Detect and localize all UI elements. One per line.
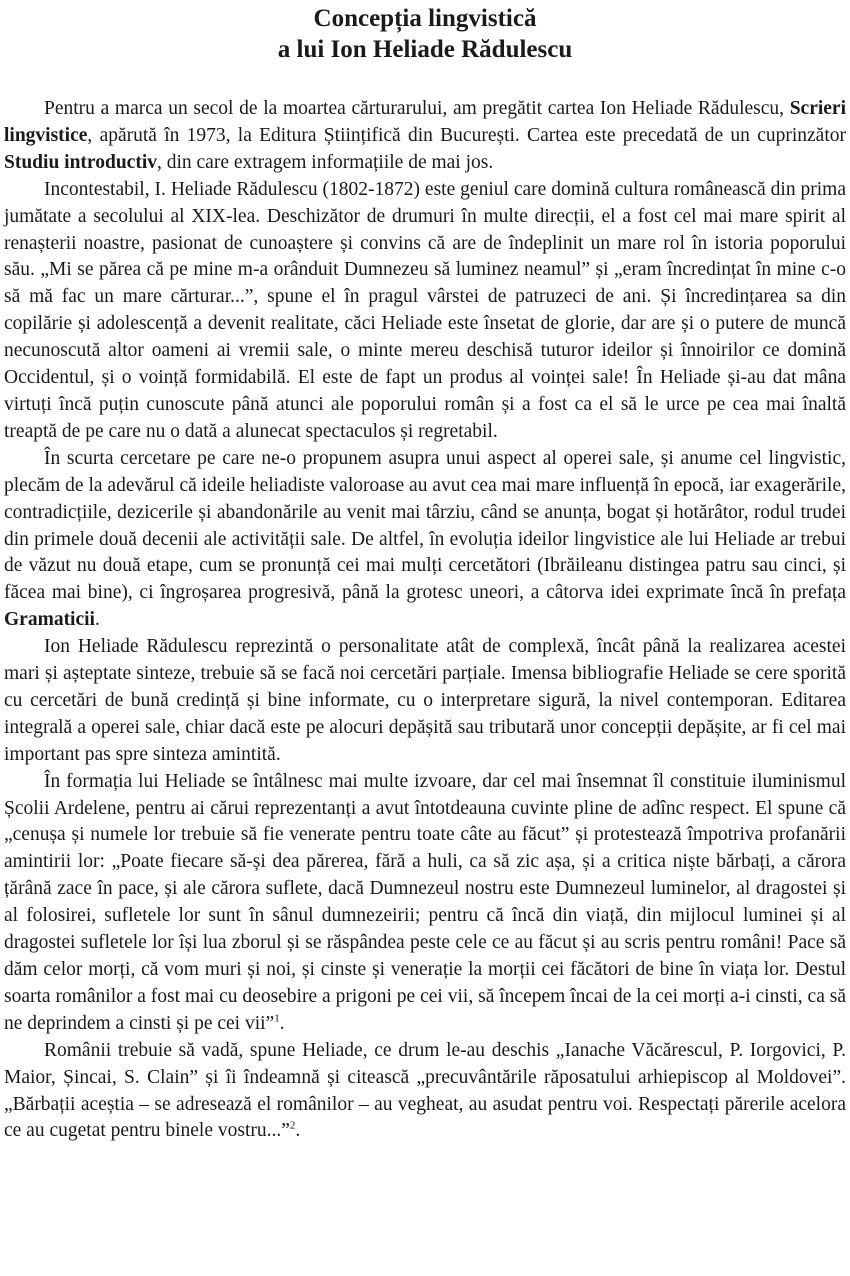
paragraph-5-text-a: În formația lui Heliade se întâlnesc mai multe izvoare, dar cel mai însemnat îl constituie iluminismul Școlii Ardelene, pentru ai cărui reprezentanți a avut întotdeauna cuvinte pline de adînc respect. El spune că „cenușa și numele lor trebuie să fie venerate pentru toate câte au făcut” și protestează împotriva profanării amintirii lor: „Poate fiecare să-și dea părerea, fără a huli, ca să zic așa, și a critica niște bărbați, a cărora țărână zace în pace, și ale cărora suflete, dacă Dumnezeul nostru este Dumnezeul luminelor, al dragostei și al folosirei, sufletele lor sunt în sânul dumnezeirii; pentru că încă din viață, din mijlocul luminei și al dragostei sufletele lor își lua zborul și se răspândea peste cele ce au făcut și au scris pentru români! Pace să dăm celor morți, că vom muri și noi, și cinste și venerație la morții cei făcători de bine în viața lor. Destul soarta românilor a fost mai cu deosebire a prigoni pe cei vii, să începem încai de la cei morți a-i cinsti, ca să ne deprindem a cinsti și pe cei vii” (4, 770, 846, 1034)
title-line-2: a lui Ion Heliade Rădulescu (277, 36, 573, 63)
footnote-ref-1[interactable]: 1 (274, 1012, 280, 1025)
paragraph-1-text-a: Pentru a marca un secol de la moartea cărturarului, am pregătit cartea Ion Heliade Rădulescu, (44, 98, 790, 119)
paragraph-3-text-c: . (94, 609, 100, 631)
paragraph-6-text-b: . (295, 1120, 301, 1142)
paragraph-5 (4, 769, 846, 1038)
paragraph-1 (4, 96, 846, 177)
article-body (4, 96, 846, 1145)
paragraph-2: Incontestabil, I. Heliade Rădulescu (1802-1872) este geniul care domină cultura românească din prima jumătate a secolului al XIX-lea. Deschizător de drumuri în multe direcții, el a fost cel mai mare spirit al renașterii noastre, pasionat de cunoaștere și convins că are de îndeplinit un mare rol în istoria poporului său. „Mi se părea că pe mine m-a orânduit Dumnezeu să luminez neamul” și „eram încredințat în mine c-o să mă fac un mare cărturar...”, spune el în pragul vârstei de patruzeci de ani. Și încredințarea sa din copilărie și adolescență a devenit realitate, căci Heliade este însetat de glorie, dar are și o putere de muncă necunoscută altor oameni ai vremii sale, o minte mereu deschisă tuturor ideilor și înnoirilor ce domină Occidentul, și o voință formidabilă. El este de fapt un produs al voinței sale! În Heliade și-au dat mâna virtuți încă puțin cunoscute până atunci ale poporului român și a fost ca el să le urce pe cea mai înaltă treaptă de pe care nu o dată a alunecat spectaculos și regretabil. (4, 178, 846, 442)
paragraph-6 (4, 1038, 846, 1146)
paragraph-4: Ion Heliade Rădulescu reprezintă o personalitate atât de complexă, încât până la realizarea acestei mari și așteptate sinteze, trebuie să se facă noi cercetări parțiale. Imensa bibliografie Heliade se cere sporită cu cercetări de bună credință și bine informate, cu o interpretare sigură, la nivel contemporan. Editarea integrală a operei sale, chiar dacă este pe alocuri depășită sau tributară unor concepții depășite, ar fi cel mai important pas spre sinteza amintită. (4, 636, 846, 765)
paragraph-3 (4, 446, 846, 634)
paragraph-1-text-c: , apărută în 1973, la Editura Științifică din București. Cartea este precedată de un cuprinzător (87, 124, 846, 146)
paragraph-6-text-a: Românii trebuie să vadă, spune Heliade, ce drum le-au deschis „Ianache Văcărescul, P. Iorgovici, P. Maior, Șincai, S. Clain” și îi îndeamnă și citească „precuvântările răposatului arhiepiscop al Moldovei”. „Bărbații aceștia – se adresează el românilor – au vegheat, au asudat pentru voi. Respectați părerile acelora ce au cugetat pentru binele vostru...” (4, 1039, 846, 1142)
page-title (4, 0, 846, 65)
footnote-ref-2[interactable]: 2 (289, 1119, 296, 1132)
book-title-scrieri: Scrieri lingvistice (4, 98, 846, 146)
title-line-1: Concepția lingvistică (313, 5, 537, 32)
paragraph-1-text-e: , din care extragem informațiile de mai jos. (156, 151, 494, 173)
paragraph-5-text-b: . (279, 1012, 285, 1034)
gramaticii-title: Gramaticii (4, 609, 95, 631)
study-title: Studiu introductiv (4, 151, 157, 173)
paragraph-3-text-a: În scurta cercetare pe care ne-o propunem asupra unui aspect al operei sale, și anume cel lingvistic, plecăm de la adevărul că ideile heliadiste valoroase au avut cea mai mare influență în epocă, iar exagerările, contradicțiile, dezicerile și abandonările au venit mai târziu, când se anunța, bogat și hotărâtor, rodul trudei din primele două decenii ale activității sale. De altfel, în evoluția ideilor lingvistice ale lui Heliade ar trebui de văzut nu două etape, cum se pronunță cei mai mulți cercetători (Ibrăileanu distingea patru sau cinci, și făcea mai bine), ci îngroșarea progresivă, până la grotesc uneori, a câtorva idei exprimate încă în prefața (4, 447, 846, 604)
